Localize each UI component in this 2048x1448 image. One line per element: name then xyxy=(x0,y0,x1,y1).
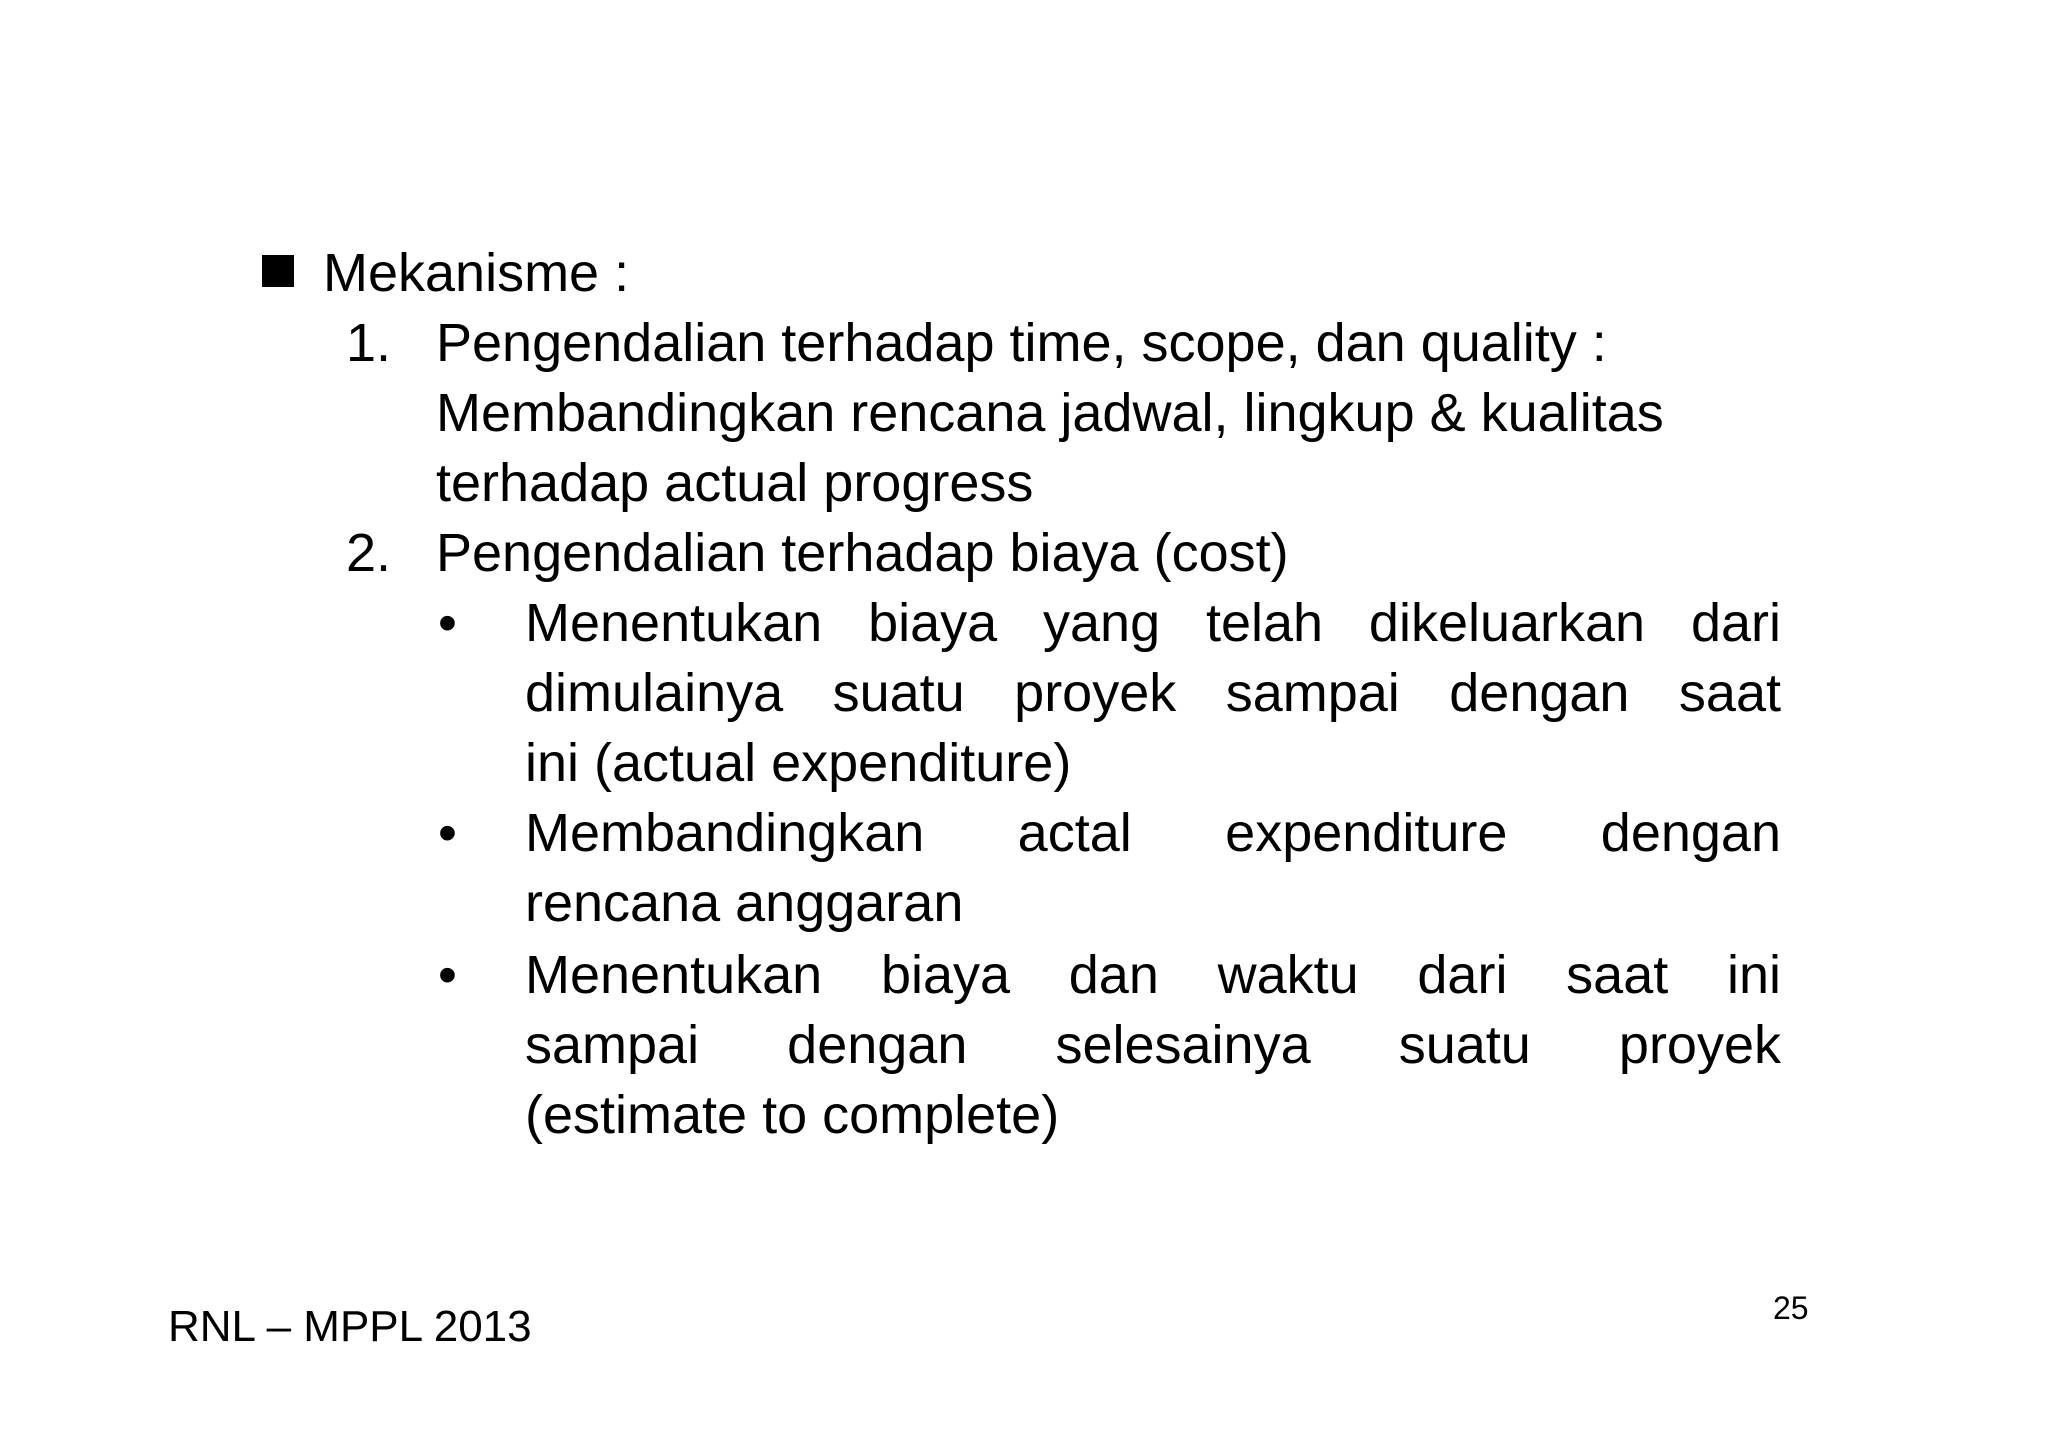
bullet-dot-icon: • xyxy=(438,945,457,1005)
bullet-3-line-3: (estimate to complete) xyxy=(525,1085,1060,1145)
bullet-2-line-2: rencana anggaran xyxy=(525,873,964,933)
bullet-3-line-1: Menentukan biaya dan waktu dari saat ini xyxy=(525,945,1781,1005)
bullet-1-line-1: Menentukan biaya yang telah dikeluarkan dari xyxy=(525,593,1781,653)
bullet-dot-icon: • xyxy=(438,593,457,653)
item-2-title: Pengendalian terhadap biaya (cost) xyxy=(436,523,1289,583)
item-1-line-3: terhadap actual progress xyxy=(436,453,1034,513)
heading-label: Mekanisme : xyxy=(323,243,630,303)
item-1-number: 1. xyxy=(346,313,392,373)
bullet-2-line-1: Membandingkan actal expenditure dengan xyxy=(525,803,1781,863)
page-number: 25 xyxy=(1773,1290,1809,1326)
item-1-line-1: Pengendalian terhadap time, scope, dan quality : xyxy=(436,313,1607,373)
bullet-dot-icon: • xyxy=(438,803,457,863)
footer-text: RNL – MPPL 2013 xyxy=(168,1302,532,1351)
bullet-1-line-3: ini (actual expenditure) xyxy=(525,733,1072,793)
square-bullet-icon xyxy=(262,255,294,287)
item-1-line-2: Membandingkan rencana jadwal, lingkup & kualitas xyxy=(436,383,1664,443)
bullet-1-line-2: dimulainya suatu proyek sampai dengan saat xyxy=(525,663,1781,723)
bullet-3-line-2: sampai dengan selesainya suatu proyek xyxy=(525,1015,1781,1075)
item-2-number: 2. xyxy=(346,523,392,583)
